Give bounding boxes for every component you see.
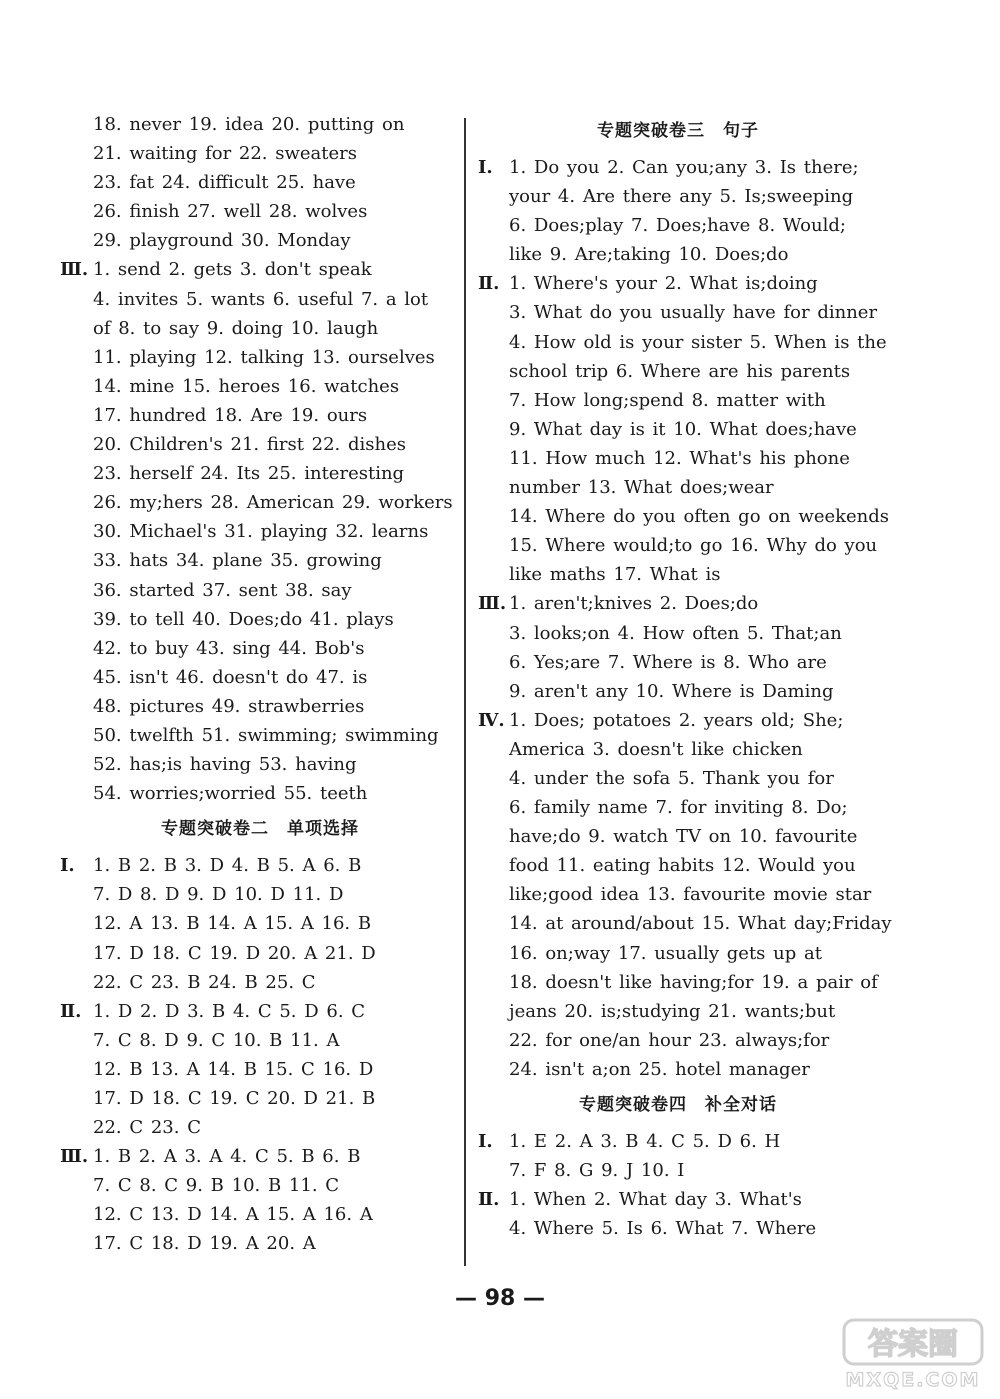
answer-text: 1. D 2. D 3. B 4. C 5. D 6. C	[93, 1000, 366, 1022]
answer-text: 24. isn't a;on 25. hotel manager	[509, 1058, 810, 1080]
answer-line	[478, 502, 890, 531]
answer-line	[60, 997, 460, 1026]
answer-line	[60, 459, 460, 488]
answer-line	[478, 589, 878, 618]
answer-text: school trip 6. Where are his parents	[509, 360, 851, 382]
question-group-numeral: Ⅲ.	[478, 593, 507, 615]
answer-line	[60, 255, 460, 284]
answer-line	[60, 634, 460, 663]
answer-text: 3. looks;on 4. How often 5. That;an	[509, 622, 842, 644]
answer-line	[60, 1229, 460, 1258]
answer-line	[478, 1127, 878, 1156]
answer-text: 16. on;way 17. usually gets up at	[509, 942, 822, 964]
watermark-url: MXQE.COM	[845, 1369, 981, 1391]
answer-text: 33. hats 34. plane 35. growing	[93, 550, 382, 572]
answer-line	[478, 1185, 878, 1214]
answer-text: 12. B 13. A 14. B 15. C 16. D	[93, 1058, 374, 1080]
answer-line	[60, 909, 460, 938]
answer-text: 7. C 8. C 9. B 10. B 11. C	[93, 1175, 340, 1197]
question-group-numeral: Ⅱ.	[478, 1189, 500, 1211]
answer-line	[60, 110, 460, 139]
answer-line	[60, 517, 460, 546]
answer-line	[60, 546, 460, 575]
answer-text: 17. D 18. C 19. D 20. A 21. D	[93, 942, 376, 964]
answer-line	[60, 721, 460, 750]
answer-line	[60, 1055, 460, 1084]
answer-text: 11. playing 12. talking 13. ourselves	[93, 346, 435, 368]
answer-line	[478, 357, 878, 386]
answer-line	[60, 343, 460, 372]
answer-text: like;good idea 13. favourite movie star	[509, 884, 872, 906]
answer-line	[60, 430, 460, 459]
answer-text: 23. herself 24. Its 25. interesting	[93, 463, 405, 485]
answer-text: of 8. to say 9. doing 10. laugh	[93, 317, 379, 339]
answer-text: 54. worries;worried 55. teeth	[93, 783, 368, 805]
answer-text: 6. Does;play 7. Does;have 8. Would;	[509, 215, 846, 237]
answer-line	[478, 531, 878, 560]
answer-text: 1. B 2. A 3. A 4. C 5. B 6. B	[93, 1146, 361, 1168]
answer-line	[60, 401, 460, 430]
question-group-numeral: Ⅱ.	[60, 1000, 82, 1022]
answer-text: 1. aren't;knives 2. Does;do	[509, 593, 759, 615]
answer-line	[60, 372, 460, 401]
answer-text: 22. for one/an hour 23. always;for	[509, 1029, 830, 1051]
answer-text: 17. D 18. C 19. C 20. D 21. B	[93, 1088, 376, 1109]
answer-line	[60, 692, 460, 721]
answer-text: 14. at around/about 15. What day;Friday	[509, 913, 892, 935]
answer-text: 39. to tell 40. Does;do 41. plays	[93, 608, 394, 630]
answer-text: 4. How old is your sister 5. When is the	[509, 331, 887, 353]
answer-text: 1. B 2. B 3. D 4. B 5. A 6. B	[93, 855, 362, 877]
question-group-numeral: Ⅰ.	[478, 1131, 493, 1152]
answer-line	[60, 663, 460, 692]
answer-line	[478, 153, 878, 182]
section-heading: 专题突破卷二 单项选择	[161, 819, 359, 840]
answer-line	[478, 1055, 878, 1084]
answer-text: 26. finish 27. well 28. wolves	[93, 201, 368, 223]
answer-text: 14. Where do you often go on weekends	[509, 506, 890, 528]
left-column	[60, 110, 460, 1259]
answer-text: number 13. What does;wear	[509, 477, 774, 499]
answer-line	[478, 909, 892, 938]
answer-line	[478, 415, 878, 444]
answer-line	[478, 240, 878, 269]
answer-text: 1. E 2. A 3. B 4. C 5. D 6. H	[509, 1131, 781, 1152]
answer-text: 52. has;is having 53. having	[93, 754, 357, 776]
answer-text: 4. invites 5. wants 6. useful 7. a lot	[93, 288, 429, 310]
answer-line	[478, 880, 878, 909]
answer-line	[60, 139, 460, 168]
answer-text: your 4. Are there any 5. Is;sweeping	[509, 186, 854, 208]
page-number: — 98 —	[455, 1286, 545, 1311]
answer-line	[478, 444, 878, 473]
answer-line	[60, 968, 460, 997]
answer-text: 15. Where would;to go 16. Why do you	[509, 535, 878, 557]
answer-text: 1. Do you 2. Can you;any 3. Is there;	[509, 157, 859, 178]
answer-line	[478, 677, 878, 706]
answer-text: 4. Where 5. Is 6. What 7. Where	[509, 1218, 817, 1240]
answer-line	[60, 880, 460, 909]
answer-line	[478, 764, 878, 793]
answer-text: like 9. Are;taking 10. Does;do	[509, 244, 789, 266]
answer-line	[478, 1156, 878, 1185]
answer-text: 7. C 8. D 9. C 10. B 11. A	[93, 1029, 340, 1051]
answer-line	[60, 488, 460, 517]
answer-text: 9. aren't any 10. Where is Daming	[509, 680, 834, 702]
answer-line	[478, 793, 878, 822]
section-heading: 专题突破卷三 句子	[597, 121, 759, 141]
answer-text: 1. Does; potatoes 2. years old; She;	[509, 709, 844, 731]
answer-text: food 11. eating habits 12. Would you	[509, 855, 856, 877]
answer-text: 14. mine 15. heroes 16. watches	[93, 375, 400, 397]
answer-text: jeans 20. is;studying 21. wants;but	[509, 1000, 836, 1022]
answer-line	[478, 822, 878, 851]
answer-line	[60, 1171, 460, 1200]
answer-line	[60, 285, 460, 314]
question-group-numeral: Ⅳ.	[478, 709, 505, 731]
answer-text: 23. fat 24. difficult 25. have	[93, 172, 356, 194]
answer-line	[60, 851, 460, 880]
answer-line	[478, 328, 887, 357]
answer-line	[60, 168, 460, 197]
answer-text: 50. twelfth 51. swimming; swimming	[93, 724, 439, 746]
question-group-numeral: Ⅲ.	[60, 1146, 89, 1168]
answer-line	[60, 1084, 460, 1113]
answer-line	[60, 314, 460, 343]
answer-line	[478, 298, 878, 327]
answer-line	[60, 576, 460, 605]
right-column	[478, 110, 892, 1243]
answer-line	[478, 1026, 878, 1055]
watermark-text: 答案圈	[868, 1327, 958, 1362]
answer-text: 4. under the sofa 5. Thank you for	[509, 767, 834, 789]
answer-text: 18. doesn't like having;for 19. a pair of	[509, 971, 878, 993]
question-group-numeral: Ⅰ.	[478, 157, 493, 178]
answer-line	[60, 939, 460, 968]
answer-line	[60, 750, 460, 779]
section-heading: 专题突破卷四 补全对话	[579, 1095, 777, 1115]
answer-text: 48. pictures 49. strawberries	[93, 695, 365, 717]
answer-line	[478, 706, 878, 735]
answer-text: 29. playground 30. Monday	[93, 230, 351, 252]
question-group-numeral: Ⅰ.	[60, 855, 75, 877]
answer-line	[478, 1214, 878, 1243]
answer-line	[60, 1026, 460, 1055]
answer-line	[478, 560, 878, 589]
answer-text: 18. never 19. idea 20. putting on	[93, 114, 405, 135]
answer-line	[60, 1200, 460, 1229]
answer-text: 12. A 13. B 14. A 15. A 16. B	[93, 913, 372, 935]
answer-line	[478, 968, 878, 997]
answer-text: 1. send 2. gets 3. don't speak	[93, 259, 372, 281]
answer-text: 12. C 13. D 14. A 15. A 16. A	[93, 1204, 373, 1226]
answer-text: 3. What do you usually have for dinner	[509, 302, 878, 324]
answer-line	[478, 997, 878, 1026]
answer-text: 9. What day is it 10. What does;have	[509, 418, 857, 440]
answer-line	[478, 619, 878, 648]
answer-text: 22. C 23. B 24. B 25. C	[93, 971, 316, 993]
question-group-numeral: Ⅱ.	[478, 273, 500, 295]
watermark-logo	[838, 1316, 988, 1391]
answer-text: have;do 9. watch TV on 10. favourite	[509, 826, 858, 848]
answer-line	[478, 648, 878, 677]
answer-text: 7. F 8. G 9. J 10. I	[509, 1160, 685, 1182]
answer-line	[478, 851, 878, 880]
answer-line	[478, 211, 878, 240]
answer-text: 17. hundred 18. Are 19. ours	[93, 404, 368, 426]
answer-line	[60, 197, 460, 226]
answer-text: 6. Yes;are 7. Where is 8. Who are	[509, 651, 827, 673]
answer-text: 1. Where's your 2. What is;doing	[509, 273, 818, 295]
answer-text: 30. Michael's 31. playing 32. learns	[93, 521, 429, 543]
answer-line	[478, 473, 878, 502]
answer-text: 36. started 37. sent 38. say	[93, 579, 352, 601]
column-divider	[464, 118, 466, 1266]
answer-text: 6. family name 7. for inviting 8. Do;	[509, 797, 848, 819]
answer-line	[478, 386, 878, 415]
answer-line	[478, 182, 878, 211]
answer-text: 22. C 23. C	[93, 1117, 201, 1139]
watermark-icon	[838, 1316, 988, 1391]
answer-text: 42. to buy 43. sing 44. Bob's	[93, 637, 365, 659]
answer-line	[478, 269, 878, 298]
answer-line	[478, 735, 878, 764]
answer-text: 21. waiting for 22. sweaters	[93, 143, 357, 165]
answer-text: 26. my;hers 28. American 29. workers	[93, 492, 453, 514]
answer-text: like maths 17. What is	[509, 564, 721, 586]
answer-line	[60, 1142, 460, 1171]
answer-text: 7. How long;spend 8. matter with	[509, 389, 826, 411]
question-group-numeral: Ⅲ.	[60, 259, 89, 281]
answer-line	[60, 605, 460, 634]
answer-text: 7. D 8. D 9. D 10. D 11. D	[93, 884, 344, 906]
answer-text: 45. isn't 46. doesn't do 47. is	[93, 666, 368, 688]
answer-line	[478, 939, 878, 968]
answer-text: 1. When 2. What day 3. What's	[509, 1189, 802, 1211]
answer-line	[60, 1113, 460, 1142]
answer-text: 17. C 18. D 19. A 20. A	[93, 1233, 316, 1255]
answer-line	[60, 226, 460, 255]
answer-text: America 3. doesn't like chicken	[509, 738, 803, 760]
answer-text: 11. How much 12. What's his phone	[509, 447, 850, 469]
answer-text: 20. Children's 21. first 22. dishes	[93, 434, 407, 456]
answer-line	[60, 779, 460, 808]
